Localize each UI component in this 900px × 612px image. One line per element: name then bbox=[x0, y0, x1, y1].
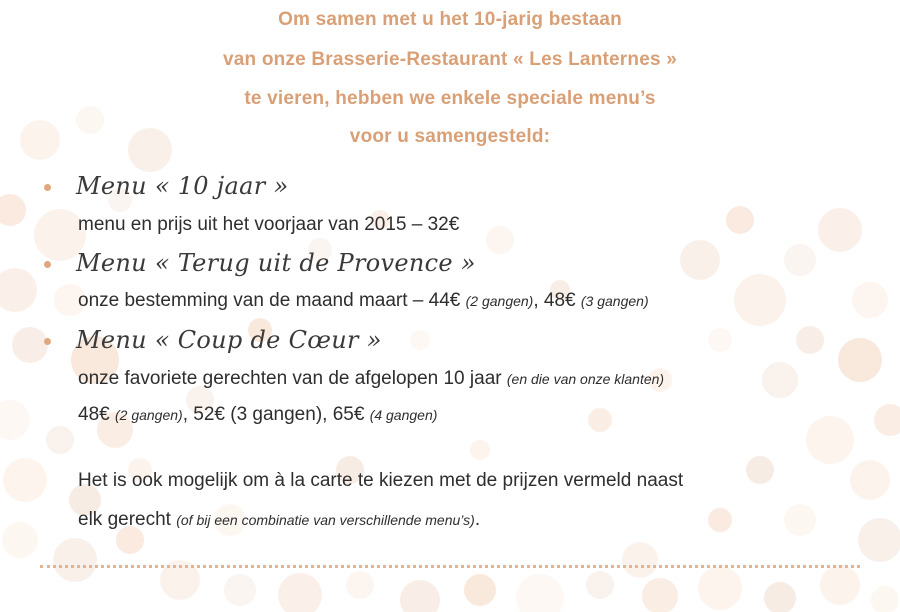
customers-note: (en die van onze klanten) bbox=[506, 371, 665, 387]
menu-title-coup-de-coeur: Menu « Coup de Cœur » bbox=[76, 326, 382, 354]
bokeh-circle bbox=[0, 268, 37, 312]
bokeh-circle bbox=[680, 240, 720, 280]
price-text: , 52€ (3 gangen), 65€ bbox=[182, 404, 370, 425]
bokeh-circle bbox=[622, 542, 658, 578]
menu-title-provence: Menu « Terug uit de Provence » bbox=[76, 249, 476, 277]
bokeh-circle bbox=[874, 404, 900, 436]
bokeh-circle bbox=[2, 522, 38, 558]
bokeh-circle bbox=[708, 508, 732, 532]
menu-desc-10-jaar: menu en prijs uit het voorjaar van 2015 – 32€ bbox=[78, 214, 460, 235]
bokeh-circle bbox=[698, 566, 742, 610]
bokeh-circle bbox=[278, 573, 322, 612]
bokeh-circle bbox=[470, 440, 490, 460]
bokeh-circle bbox=[796, 326, 824, 354]
price-text: 48€ bbox=[78, 404, 115, 425]
bokeh-circle bbox=[762, 362, 798, 398]
bokeh-circle bbox=[516, 574, 564, 612]
bokeh-circle bbox=[400, 580, 440, 612]
bokeh-circle bbox=[806, 416, 854, 464]
bokeh-circle bbox=[734, 274, 786, 326]
bullet-icon bbox=[44, 184, 51, 191]
course-note: (2 gangen) bbox=[465, 293, 534, 309]
desc-text: , 48€ bbox=[533, 290, 581, 311]
bokeh-circle bbox=[346, 571, 374, 599]
intro-line-3: te vieren, hebben we enkele speciale menu’s bbox=[244, 88, 656, 109]
menu-prices-coup-de-coeur bbox=[78, 404, 437, 426]
bokeh-circle bbox=[838, 338, 882, 382]
bokeh-circle bbox=[726, 206, 754, 234]
bokeh-circle bbox=[3, 458, 47, 502]
bokeh-circle bbox=[46, 426, 74, 454]
bokeh-circle bbox=[818, 208, 862, 252]
intro-line-1: Om samen met u het 10-jarig bestaan bbox=[278, 9, 622, 30]
menu-desc-provence bbox=[78, 290, 649, 312]
bokeh-circle bbox=[850, 460, 890, 500]
bokeh-circle bbox=[464, 574, 496, 606]
menu-title-10-jaar: Menu « 10 jaar » bbox=[76, 172, 289, 200]
bullet-icon bbox=[44, 338, 51, 345]
alacarte-note: (of bij een combinatie van verschillende menu’s) bbox=[176, 512, 475, 528]
bokeh-circle bbox=[858, 518, 900, 562]
dotted-divider bbox=[40, 565, 860, 568]
bokeh-circle bbox=[820, 565, 860, 605]
bokeh-circle bbox=[784, 244, 816, 276]
course-note: (3 gangen) bbox=[580, 293, 649, 309]
bullet-icon bbox=[44, 261, 51, 268]
alacarte-end: . bbox=[474, 509, 481, 530]
desc-text: onze favoriete gerechten van de afgelopen 10 jaar bbox=[78, 368, 507, 389]
course-note: (2 gangen) bbox=[114, 407, 183, 423]
bokeh-circle bbox=[642, 578, 678, 612]
bokeh-circle bbox=[784, 504, 816, 536]
bokeh-circle bbox=[410, 330, 430, 350]
bokeh-circle bbox=[708, 328, 732, 352]
bokeh-circle bbox=[871, 586, 899, 612]
bokeh-circle bbox=[588, 408, 612, 432]
course-note: (4 gangen) bbox=[369, 407, 438, 423]
bokeh-circle bbox=[0, 400, 30, 440]
bokeh-circle bbox=[0, 194, 26, 226]
alacarte-line-1: Het is ook mogelijk om à la carte te kiezen met de prijzen vermeld naast bbox=[78, 470, 684, 491]
intro-line-4: voor u samengesteld: bbox=[349, 126, 551, 147]
bokeh-circle bbox=[12, 327, 48, 363]
alacarte-text: elk gerecht bbox=[78, 509, 177, 530]
bokeh-circle bbox=[53, 538, 97, 582]
alacarte-line-2 bbox=[78, 509, 480, 531]
bokeh-circle bbox=[586, 571, 614, 599]
menu-desc-coup-de-coeur bbox=[78, 368, 664, 390]
bokeh-circle bbox=[224, 574, 256, 606]
bokeh-circle bbox=[746, 456, 774, 484]
desc-text: onze bestemming van de maand maart – 44€ bbox=[78, 290, 466, 311]
intro-line-2: van onze Brasserie-Restaurant « Les Lanternes » bbox=[223, 49, 677, 70]
bokeh-circle bbox=[764, 582, 796, 612]
bokeh-circle bbox=[852, 282, 888, 318]
bokeh-circle bbox=[486, 226, 514, 254]
